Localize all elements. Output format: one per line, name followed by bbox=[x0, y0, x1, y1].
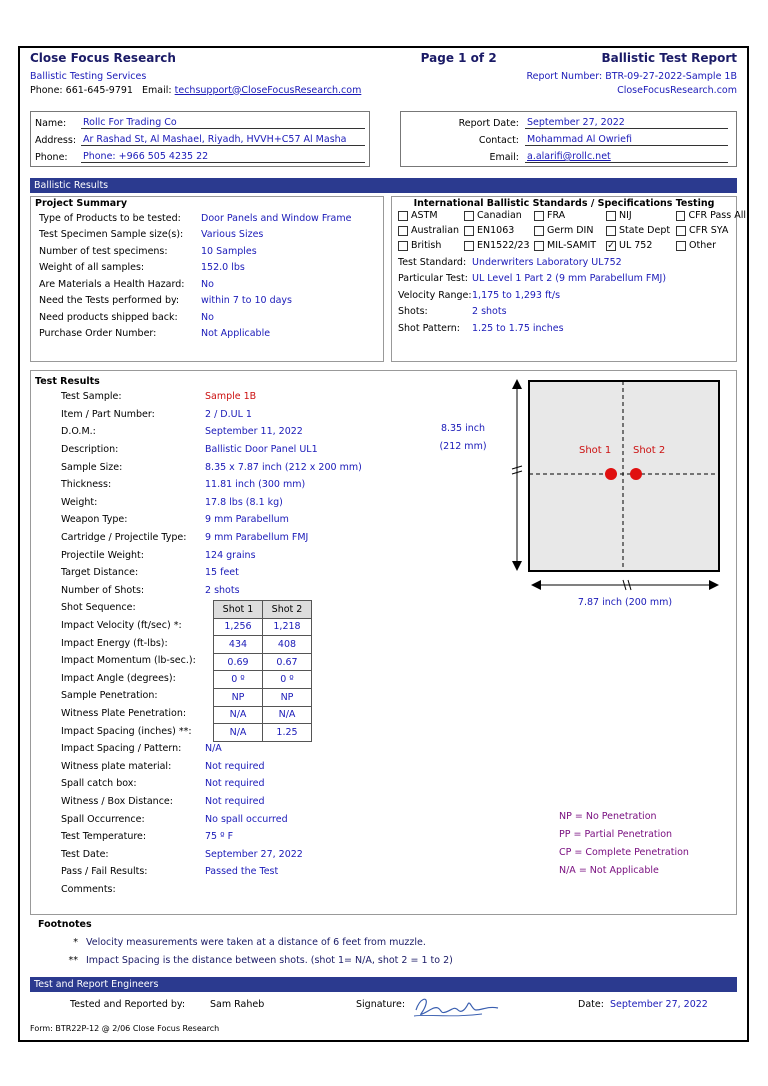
shot-cell: N/A bbox=[263, 706, 312, 724]
footnote-text: Velocity measurements were taken at a distance of 6 feet from muzzle. bbox=[86, 937, 426, 948]
footnote-text: Impact Spacing is the distance between shots. (shot 1= N/A, shot 2 = 1 to 2) bbox=[86, 955, 453, 966]
shot-cell: N/A bbox=[214, 706, 263, 724]
result-row bbox=[31, 757, 736, 775]
height-dimension: 8.35 inch bbox=[440, 423, 486, 434]
legend-np: NP = No Penetration bbox=[559, 811, 657, 822]
standard-checkbox-10[interactable] bbox=[398, 240, 464, 251]
summary-row bbox=[31, 260, 383, 277]
shot-cell: 1,218 bbox=[263, 618, 312, 636]
height-dimension-mm: (212 mm) bbox=[439, 441, 487, 452]
standard-row bbox=[392, 254, 736, 271]
standard-label: Shot Pattern: bbox=[398, 322, 460, 334]
shot-row-label: Sample Penetration: bbox=[61, 690, 158, 702]
shot-cell: 434 bbox=[214, 636, 263, 654]
standard-row bbox=[392, 304, 736, 321]
client-name: Rollc For Trading Co bbox=[81, 117, 365, 129]
shot-row-label: Impact Energy (ft-lbs): bbox=[61, 637, 168, 649]
shot-row bbox=[31, 652, 736, 670]
result-label: Weight: bbox=[61, 496, 98, 508]
standard-checkbox-9[interactable] bbox=[676, 225, 746, 236]
checkbox-mark[interactable] bbox=[464, 211, 474, 221]
result-label: Test Date: bbox=[61, 848, 109, 860]
checkbox-label: EN1063 bbox=[477, 225, 515, 236]
summary-row bbox=[31, 309, 383, 326]
standard-checkbox-3[interactable] bbox=[606, 210, 676, 221]
project-summary-title: Project Summary bbox=[35, 198, 128, 209]
summary-row bbox=[31, 326, 383, 343]
footnote-item bbox=[38, 934, 728, 952]
checkbox-mark[interactable] bbox=[676, 211, 685, 221]
penetration-legend bbox=[559, 811, 689, 883]
checkbox-mark[interactable] bbox=[398, 211, 408, 221]
shot-row bbox=[31, 687, 736, 705]
shot-table-row bbox=[214, 618, 312, 636]
summary-label: Weight of all samples: bbox=[39, 262, 145, 274]
result-value: 75 º F bbox=[205, 831, 234, 843]
shot-table-row bbox=[214, 671, 312, 689]
result-value: Not required bbox=[205, 778, 265, 790]
summary-row bbox=[31, 293, 383, 310]
report-page bbox=[18, 46, 749, 1042]
summary-row bbox=[31, 227, 383, 244]
checkbox-mark[interactable] bbox=[398, 241, 408, 251]
ballistic-results-band: Ballistic Results bbox=[30, 178, 737, 193]
footnote-mark: ** bbox=[68, 955, 78, 966]
result-label: Sample Size: bbox=[61, 461, 123, 473]
test-results-title: Test Results bbox=[35, 376, 100, 387]
result-label: Spall catch box: bbox=[61, 778, 137, 790]
checkbox-label: Germ DIN bbox=[547, 225, 594, 236]
form-id: Form: BTR22P-12 @ 2/06 Close Focus Research bbox=[30, 1024, 220, 1033]
shot-cell: 0 º bbox=[214, 671, 263, 689]
shot-cell: N/A bbox=[214, 724, 263, 742]
result-value: September 11, 2022 bbox=[205, 426, 303, 438]
result-label: Number of Shots: bbox=[61, 584, 145, 596]
shot-cell: NP bbox=[263, 688, 312, 706]
shot-cell: 0.67 bbox=[263, 653, 312, 671]
shot-sequence-label: Shot Sequence: bbox=[61, 602, 136, 614]
result-value: Not required bbox=[205, 795, 265, 807]
result-value: Passed the Test bbox=[205, 866, 279, 878]
shot-row-label: Impact Momentum (lb-sec.): bbox=[61, 655, 196, 667]
date-value: September 27, 2022 bbox=[610, 999, 708, 1010]
standard-row bbox=[392, 271, 736, 288]
shot-row bbox=[31, 722, 736, 740]
checkbox-label: EN1522/23 bbox=[477, 240, 530, 251]
tested-by-value: Sam Raheb bbox=[210, 999, 265, 1010]
checkbox-label: State Dept bbox=[619, 225, 671, 236]
standard-row bbox=[392, 320, 736, 337]
footnote-mark: * bbox=[73, 937, 78, 948]
standard-checkbox-1[interactable] bbox=[464, 210, 534, 221]
shot-row bbox=[31, 617, 736, 635]
checkbox-mark[interactable] bbox=[398, 226, 408, 236]
checkbox-mark[interactable] bbox=[464, 241, 474, 251]
summary-label: Need the Tests performed by: bbox=[39, 295, 180, 307]
client-address: Ar Rashad St, Al Mashael, Riyadh, HVVH+C57 Al Masha bbox=[81, 134, 365, 146]
report-type: Ballistic Test Report bbox=[601, 51, 737, 65]
summary-value: Not Applicable bbox=[201, 328, 271, 340]
target-diagram bbox=[401, 373, 731, 613]
standard-checkbox-13[interactable] bbox=[606, 240, 676, 251]
header-sub-row-1 bbox=[30, 69, 737, 83]
standard-value: 2 shots bbox=[472, 306, 507, 318]
shot-2-label: Shot 2 bbox=[633, 445, 666, 456]
contact-name: Mohammad Al Owriefi bbox=[525, 134, 728, 146]
result-label: Spall Occurrence: bbox=[61, 813, 145, 825]
shot-row-label: Witness Plate Penetration: bbox=[61, 707, 187, 719]
shot-table-row bbox=[214, 724, 312, 742]
website[interactable]: CloseFocusResearch.com bbox=[617, 84, 737, 96]
standard-checkbox-6[interactable] bbox=[464, 225, 534, 236]
target-panel bbox=[529, 381, 719, 571]
width-dimension: 7.87 inch (200 mm) bbox=[577, 597, 673, 608]
checkbox-label: FRA bbox=[547, 210, 566, 221]
report-date: September 27, 2022 bbox=[525, 117, 728, 129]
standard-checkbox-8[interactable] bbox=[606, 225, 676, 236]
result-value: Sample 1B bbox=[205, 391, 257, 403]
arrow-down-icon bbox=[512, 561, 522, 571]
report-number-label: Report Number: bbox=[526, 70, 603, 82]
page-number: Page 1 of 2 bbox=[420, 51, 497, 65]
shot-table bbox=[213, 600, 312, 742]
result-value: 11.81 inch (300 mm) bbox=[205, 479, 306, 491]
contact-label: Contact: bbox=[478, 135, 519, 146]
tested-by-label: Tested and Reported by: bbox=[70, 999, 186, 1010]
standard-checkbox-14[interactable] bbox=[676, 240, 746, 251]
standard-label: Velocity Range: bbox=[398, 289, 472, 301]
client-box-left bbox=[30, 111, 370, 167]
checkbox-label: Other bbox=[689, 240, 716, 251]
checkbox-mark[interactable] bbox=[676, 241, 686, 251]
result-label: Test Sample: bbox=[61, 391, 122, 403]
arrow-right-icon bbox=[709, 580, 719, 590]
shot-header: Shot 1 bbox=[214, 601, 263, 619]
checkbox-mark[interactable] bbox=[676, 226, 686, 236]
summary-value: 152.0 lbs bbox=[201, 262, 245, 274]
standard-checkbox-5[interactable] bbox=[398, 225, 464, 236]
summary-row bbox=[31, 210, 383, 227]
checkbox-label: ASTM bbox=[411, 210, 438, 221]
shot-table-row bbox=[214, 688, 312, 706]
checkbox-label: MIL-SAMIT bbox=[547, 240, 597, 251]
result-label: Thickness: bbox=[61, 479, 112, 491]
test-results-section bbox=[30, 370, 737, 915]
client-address-label: Address: bbox=[35, 135, 77, 146]
standard-label: Test Standard: bbox=[398, 256, 467, 268]
result-value: 2 shots bbox=[205, 584, 240, 596]
phone-value: 661-645-9791 bbox=[65, 84, 133, 96]
arrow-up-icon bbox=[512, 379, 522, 389]
result-label: Description: bbox=[61, 444, 119, 456]
email-label: Email: bbox=[142, 84, 172, 96]
checkbox-label: NIJ bbox=[619, 210, 632, 221]
footnotes-title: Footnotes bbox=[38, 919, 92, 930]
result-value: 8.35 x 7.87 inch (212 x 200 mm) bbox=[205, 461, 362, 473]
client-phone-label: Phone: bbox=[35, 152, 68, 163]
standard-checkbox-7[interactable] bbox=[534, 225, 606, 236]
client-phone: Phone: +966 505 4235 22 bbox=[81, 151, 365, 163]
checkbox-label: Australian bbox=[411, 225, 460, 236]
checkbox-mark[interactable] bbox=[464, 226, 474, 236]
standard-checkbox-12[interactable] bbox=[534, 240, 606, 251]
result-value: 2 / D.UL 1 bbox=[205, 408, 252, 420]
arrow-left-icon bbox=[531, 580, 541, 590]
checkbox-label: UL 752 bbox=[619, 240, 653, 251]
result-label: Impact Spacing / Pattern: bbox=[61, 743, 182, 755]
summary-label: Number of test specimens: bbox=[39, 245, 168, 257]
standard-value: 1.25 to 1.75 inches bbox=[472, 322, 564, 334]
result-value: 124 grains bbox=[205, 549, 256, 561]
summary-label: Test Specimen Sample size(s): bbox=[39, 229, 184, 241]
project-summary bbox=[30, 196, 384, 362]
shot-row bbox=[31, 705, 736, 723]
standard-row bbox=[392, 287, 736, 304]
checkbox-label: British bbox=[411, 240, 442, 251]
email-link[interactable]: techsupport@CloseFocusResearch.com bbox=[174, 84, 362, 96]
engineers-row bbox=[30, 994, 737, 1018]
checkbox-mark[interactable] bbox=[534, 211, 544, 221]
contact-line bbox=[30, 85, 361, 96]
shot-cell: 0.69 bbox=[214, 653, 263, 671]
shot-cell: 1,256 bbox=[214, 618, 263, 636]
standard-value: 1,175 to 1,293 ft/s bbox=[472, 289, 561, 301]
summary-value: within 7 to 10 days bbox=[201, 295, 292, 307]
client-email-link[interactable]: a.alarifi@rollc.net bbox=[527, 151, 611, 162]
result-value: 9 mm Parabellum bbox=[205, 514, 289, 526]
services-label: Ballistic Testing Services bbox=[30, 70, 147, 82]
report-date-label: Report Date: bbox=[458, 118, 519, 129]
date-label: Date: bbox=[578, 999, 604, 1010]
result-label: D.O.M.: bbox=[61, 426, 96, 438]
client-email[interactable] bbox=[525, 151, 728, 163]
result-label: Witness plate material: bbox=[61, 760, 172, 772]
footnotes bbox=[38, 916, 728, 970]
shot-row-label: Impact Angle (degrees): bbox=[61, 672, 176, 684]
result-row bbox=[31, 793, 736, 811]
client-name-label: Name: bbox=[35, 118, 67, 129]
shot-table-row bbox=[214, 653, 312, 671]
shot-header: Shot 2 bbox=[263, 601, 312, 619]
result-label: Witness / Box Distance: bbox=[61, 795, 173, 807]
result-value: 9 mm Parabellum FMJ bbox=[205, 532, 309, 544]
summary-value: Door Panels and Window Frame bbox=[201, 212, 352, 224]
shot-1-marker bbox=[605, 468, 617, 480]
result-label: Comments: bbox=[61, 883, 116, 895]
summary-value: No bbox=[201, 311, 214, 323]
shot-cell: 408 bbox=[263, 636, 312, 654]
standard-label: Particular Test: bbox=[398, 273, 468, 285]
shot-2-marker bbox=[630, 468, 642, 480]
shot-row bbox=[31, 670, 736, 688]
shot-cell: 1.25 bbox=[263, 724, 312, 742]
result-value: 17.8 lbs (8.1 kg) bbox=[205, 496, 283, 508]
standard-checkbox-0[interactable] bbox=[398, 210, 464, 221]
result-value: September 27, 2022 bbox=[205, 848, 303, 860]
shot-cell: 0 º bbox=[263, 671, 312, 689]
shot-cell: NP bbox=[214, 688, 263, 706]
standards-section bbox=[391, 196, 746, 362]
result-value: No spall occurred bbox=[205, 813, 288, 825]
engineers-band: Test and Report Engineers bbox=[30, 977, 737, 992]
summary-row bbox=[31, 243, 383, 260]
checkbox-mark[interactable] bbox=[606, 211, 616, 221]
legend-pp: PP = Partial Penetration bbox=[559, 829, 673, 840]
shot-table-row bbox=[214, 706, 312, 724]
shot-row-label: Impact Velocity (ft/sec) *: bbox=[61, 620, 182, 632]
result-row bbox=[31, 740, 736, 758]
header-sub-row-2 bbox=[30, 83, 737, 97]
result-row bbox=[31, 881, 736, 899]
legend-cp: CP = Complete Penetration bbox=[559, 847, 689, 858]
result-label: Item / Part Number: bbox=[61, 408, 155, 420]
standard-checkbox-2[interactable] bbox=[534, 210, 606, 221]
client-box-right bbox=[400, 111, 737, 167]
standard-checkbox-4[interactable] bbox=[676, 210, 746, 221]
checkbox-label: Canadian bbox=[477, 210, 522, 221]
summary-value: 10 Samples bbox=[201, 245, 257, 257]
result-label: Test Temperature: bbox=[61, 831, 147, 843]
shot-table-row bbox=[214, 636, 312, 654]
checkbox-mark[interactable]: ✓ bbox=[607, 240, 615, 251]
result-value: Not required bbox=[205, 760, 265, 772]
summary-label: Are Materials a Health Hazard: bbox=[39, 278, 185, 290]
result-value: N/A bbox=[205, 743, 222, 755]
phone-label: Phone: bbox=[30, 84, 63, 96]
signature-label: Signature: bbox=[356, 999, 406, 1010]
standard-checkbox-11[interactable] bbox=[464, 240, 534, 251]
report-header bbox=[30, 51, 737, 69]
legend-na: N/A = Not Applicable bbox=[559, 865, 659, 876]
result-row bbox=[31, 775, 736, 793]
report-number bbox=[526, 71, 737, 82]
summary-value: Various Sizes bbox=[201, 229, 264, 241]
result-label: Projectile Weight: bbox=[61, 549, 144, 561]
signature-image bbox=[412, 992, 502, 1020]
shot-1-label: Shot 1 bbox=[579, 445, 612, 456]
result-label: Cartridge / Projectile Type: bbox=[61, 532, 187, 544]
checkbox-label: CFR SYA bbox=[689, 225, 729, 236]
company-name: Close Focus Research bbox=[30, 51, 176, 65]
standard-value: Underwriters Laboratory UL752 bbox=[472, 256, 622, 268]
result-value: 15 feet bbox=[205, 567, 239, 579]
summary-row bbox=[31, 276, 383, 293]
standard-label: Shots: bbox=[398, 306, 428, 318]
summary-label: Purchase Order Number: bbox=[39, 328, 157, 340]
checkbox-mark[interactable] bbox=[534, 226, 544, 236]
result-label: Pass / Fail Results: bbox=[61, 866, 148, 878]
summary-label: Type of Products to be tested: bbox=[39, 212, 181, 224]
result-label: Target Distance: bbox=[61, 567, 139, 579]
standards-title: International Ballistic Standards / Specifications Testing bbox=[413, 198, 715, 209]
client-email-label: Email: bbox=[489, 152, 519, 163]
checkbox-mark[interactable] bbox=[534, 241, 544, 251]
shot-row-label: Impact Spacing (inches) **: bbox=[61, 725, 192, 737]
checkbox-label: CFR Pass All bbox=[688, 210, 746, 221]
result-value: Ballistic Door Panel UL1 bbox=[205, 444, 318, 456]
shot-row bbox=[31, 634, 736, 652]
summary-value: No bbox=[201, 278, 214, 290]
checkbox-mark[interactable] bbox=[606, 226, 616, 236]
shot-table-header bbox=[214, 601, 312, 619]
footnote-item bbox=[38, 952, 728, 970]
standard-value: UL Level 1 Part 2 (9 mm Parabellum FMJ) bbox=[472, 273, 667, 285]
report-number-value: BTR-09-27-2022-Sample 1B bbox=[605, 70, 737, 82]
summary-label: Need products shipped back: bbox=[39, 311, 178, 323]
result-label: Weapon Type: bbox=[61, 514, 128, 526]
